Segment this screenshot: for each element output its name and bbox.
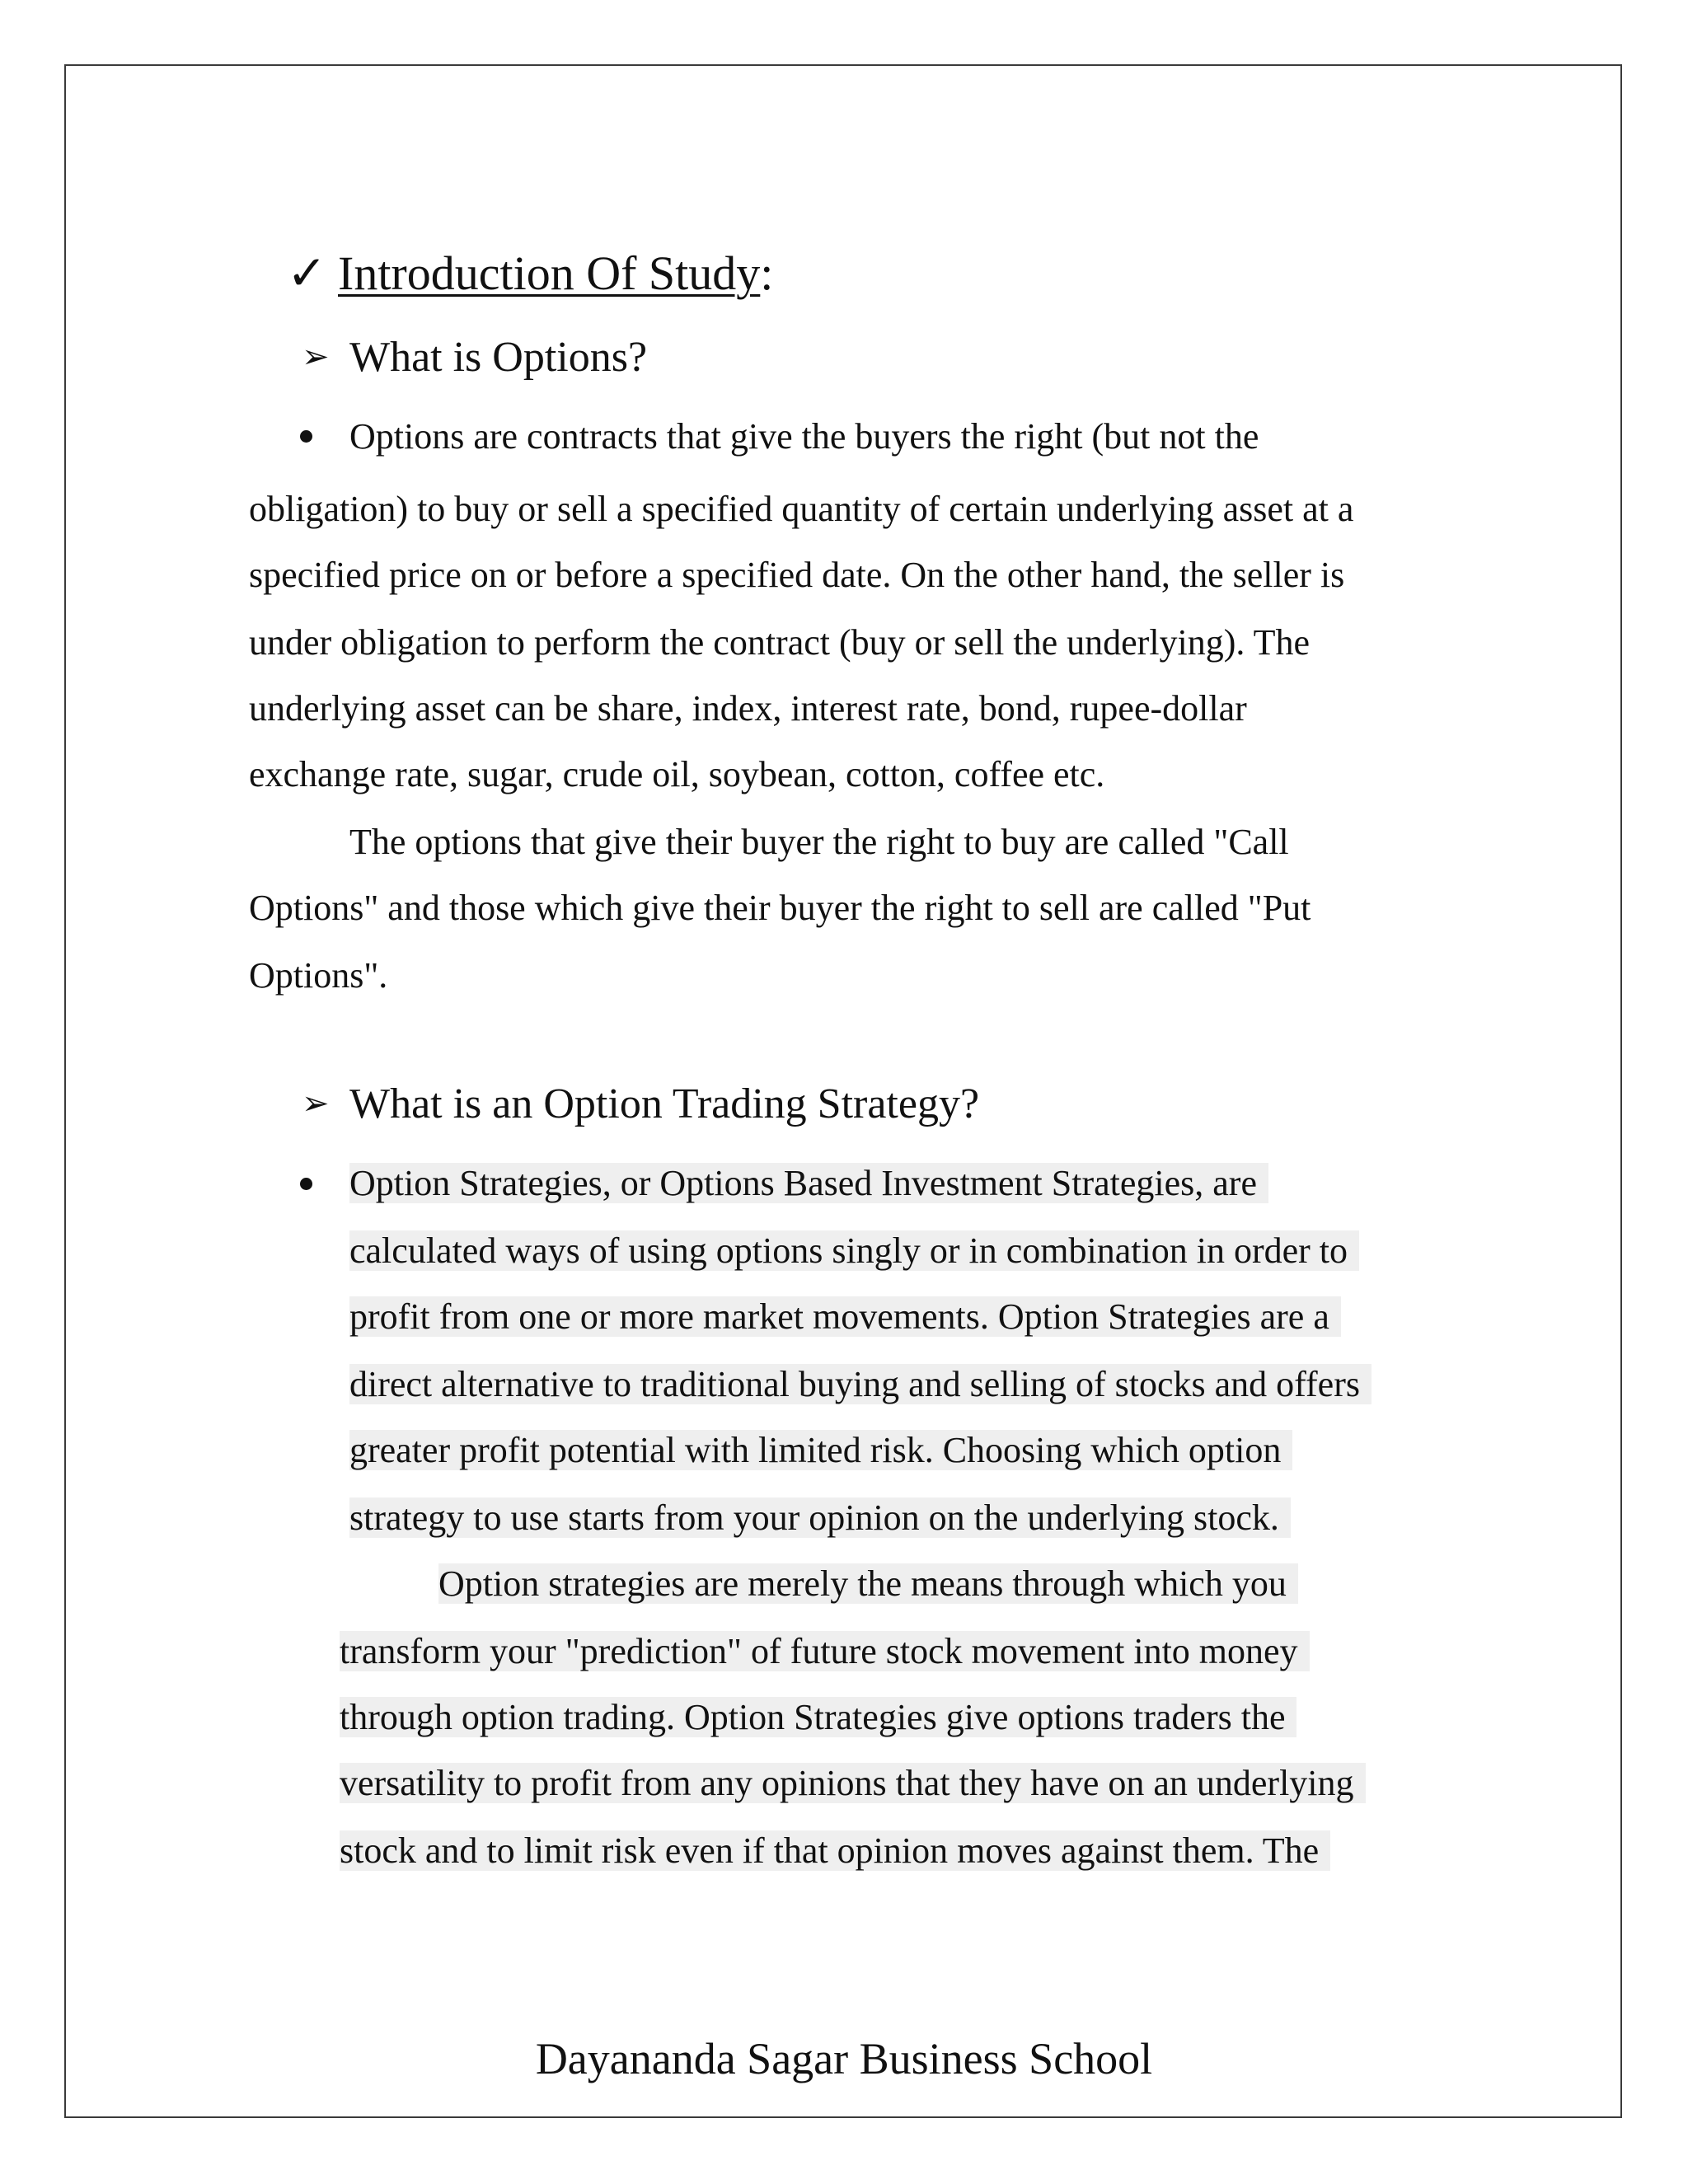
paragraph-line: through option trading. Option Strategies give options traders the <box>340 1693 1296 1742</box>
bullet-dot-icon <box>300 430 312 443</box>
paragraph-line: under obligation to perform the contract (buy or sell the underlying). The <box>249 622 1311 663</box>
paragraph-line: calculated ways of using options singly or in combination in order to <box>349 1226 1359 1276</box>
page-footer: Dayananda Sagar Business School <box>535 2034 1153 2083</box>
subheading-text: What is Options? <box>349 334 648 381</box>
paragraph-line: direct alternative to traditional buying and selling of stocks and offers <box>349 1360 1372 1409</box>
heading-colon: : <box>760 246 774 300</box>
subheading-text: What is an Option Trading Strategy? <box>349 1080 980 1127</box>
subheading-option-trading-strategy <box>302 1075 979 1133</box>
paragraph-line: obligation) to buy or sell a specified quantity of certain underlying asset at a <box>249 489 1354 529</box>
subheading-what-is-options <box>302 328 647 387</box>
bullet-dot-icon <box>300 1178 312 1190</box>
arrow-bullet-icon: ➢ <box>302 338 330 376</box>
paragraph-line: exchange rate, sugar, crude oil, soybean, cotton, coffee etc. <box>249 754 1105 794</box>
heading-title: Introduction Of Study <box>338 246 761 300</box>
section-heading <box>287 241 773 307</box>
paragraph-line: versatility to profit from any opinions that they have on an underlying <box>340 1759 1366 1808</box>
paragraph-line: profit from one or more market movements. Option Strategies are a <box>349 1292 1341 1342</box>
paragraph-line: The options that give their buyer the right to buy are called "Call <box>349 822 1289 862</box>
checkmark-icon: ✓ <box>287 246 327 300</box>
paragraph-line: Option Strategies, or Options Based Investment Strategies, are <box>349 1159 1268 1208</box>
paragraph-line: underlying asset can be share, index, interest rate, bond, rupee-dollar <box>249 688 1247 729</box>
paragraph-line: Option strategies are merely the means through which you <box>438 1559 1298 1609</box>
paragraph-line: specified price on or before a specified date. On the other hand, the seller is <box>249 555 1345 595</box>
paragraph-line: Options are contracts that give the buyers the right (but not the <box>349 416 1259 457</box>
paragraph-line: greater profit potential with limited risk. Choosing which option <box>349 1426 1292 1475</box>
paragraph-line: Options". <box>249 955 388 996</box>
paragraph-line: Options" and those which give their buyer the right to sell are called "Put <box>249 888 1311 928</box>
paragraph-line: transform your "prediction" of future stock movement into money <box>340 1627 1310 1676</box>
paragraph-line: stock and to limit risk even if that opinion moves against them. The <box>340 1826 1330 1876</box>
arrow-bullet-icon: ➢ <box>302 1085 330 1122</box>
paragraph-line: strategy to use starts from your opinion on the underlying stock. <box>349 1493 1291 1543</box>
